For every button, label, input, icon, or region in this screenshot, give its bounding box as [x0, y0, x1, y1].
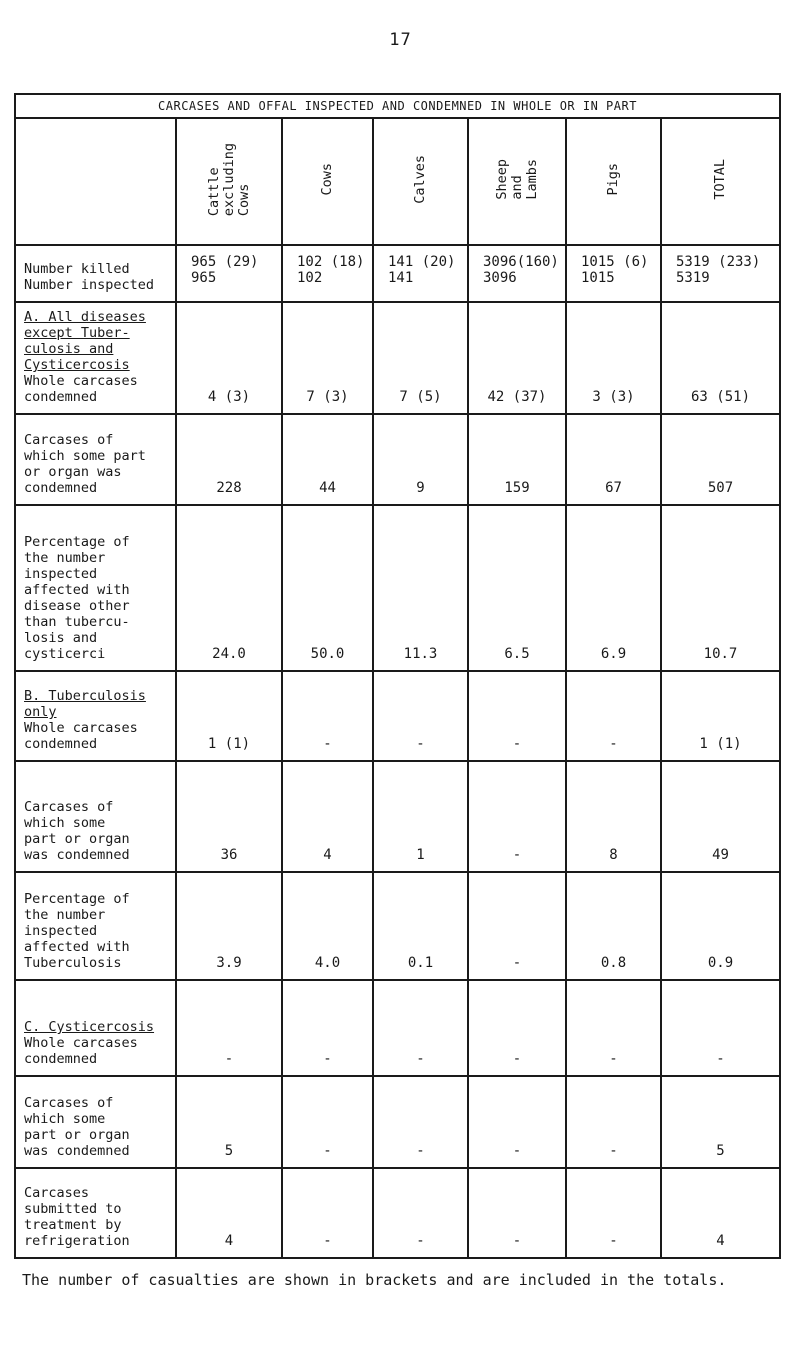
row-label-line: condemned	[24, 480, 98, 496]
column-header-label: Sheep and Lambs	[493, 159, 540, 200]
cell-value: 5319 (233)	[676, 253, 761, 270]
table-row	[15, 505, 780, 671]
table-cell	[373, 245, 468, 302]
cell-value: 50.0	[310, 646, 345, 662]
cell-value: 0.1	[407, 955, 434, 971]
cell-value: -	[416, 1233, 425, 1249]
table-row	[15, 1076, 780, 1168]
table-cell	[282, 1076, 373, 1168]
table-cell	[373, 505, 468, 671]
row-label-line: A. All diseases	[24, 309, 146, 325]
table-cell	[373, 302, 468, 414]
row-label-line: C. Cysticercosis	[24, 1019, 155, 1035]
cell-value: 7 (3)	[306, 389, 349, 405]
row-label-line: Whole carcases	[24, 1035, 138, 1051]
table-row	[15, 302, 780, 414]
table-cell	[661, 1168, 780, 1258]
row-label-line: affected with	[24, 939, 130, 955]
cell-value: 5319	[676, 269, 710, 286]
table-cell	[176, 872, 282, 980]
cell-value: -	[416, 1143, 425, 1159]
column-header	[468, 118, 566, 245]
row-label-line: was condemned	[24, 1143, 130, 1159]
row-label-line: refrigeration	[24, 1233, 130, 1249]
table-cell	[373, 872, 468, 980]
row-label-line: part or organ	[24, 831, 130, 847]
header-empty-cell	[15, 118, 176, 245]
table-cell	[176, 414, 282, 505]
column-header	[566, 118, 661, 245]
cell-value: -	[609, 1233, 618, 1249]
cell-value: -	[323, 1233, 332, 1249]
table-cell	[566, 980, 661, 1076]
cell-value: 5	[224, 1143, 234, 1159]
table-cell	[282, 505, 373, 671]
cell-value: 24.0	[212, 646, 246, 662]
table-cell	[468, 245, 566, 302]
table-cell	[468, 671, 566, 761]
table-cell	[661, 671, 780, 761]
row-label-line: culosis and	[24, 341, 114, 357]
table-cell	[566, 872, 661, 980]
table-cell	[282, 302, 373, 414]
table-cell	[661, 980, 780, 1076]
cell-value: 228	[216, 480, 242, 496]
footnote: The number of casualties are shown in brackets and are included in the totals.	[22, 1271, 727, 1289]
cell-value: 8	[609, 847, 618, 863]
table-cell	[468, 302, 566, 414]
cell-value: -	[512, 1233, 522, 1249]
cell-value: 507	[707, 480, 734, 496]
row-label	[15, 872, 176, 980]
row-label-line: which some part	[24, 448, 146, 464]
table-cell	[661, 1076, 780, 1168]
column-header-label: TOTAL	[712, 159, 728, 200]
carcases-table	[14, 93, 781, 1259]
row-label-line: disease other	[24, 598, 130, 614]
cell-value: 0.8	[600, 955, 627, 971]
table-cell	[566, 245, 661, 302]
table-title: CARCASES AND OFFAL INSPECTED AND CONDEMNED IN WHOLE OR IN PART	[15, 94, 780, 118]
cell-value: -	[416, 1051, 425, 1067]
table-cell	[176, 302, 282, 414]
cell-value: 6.9	[600, 646, 627, 662]
row-label-line: was condemned	[24, 847, 130, 863]
page-number: 17	[389, 30, 412, 50]
cell-value: 3.9	[216, 955, 242, 971]
row-label-line: Tuberculosis	[24, 955, 122, 971]
cell-value: 4	[716, 1233, 725, 1249]
table-cell	[176, 1076, 282, 1168]
table-cell	[176, 245, 282, 302]
cell-value: -	[609, 736, 618, 752]
row-label-line: losis and	[24, 630, 98, 646]
table-cell	[282, 872, 373, 980]
table-cell	[468, 761, 566, 872]
table-cell	[373, 414, 468, 505]
row-label-line: inspected	[24, 566, 98, 582]
table-cell	[282, 414, 373, 505]
cell-value: 1015 (6)	[581, 253, 649, 270]
cell-value: 141	[388, 269, 414, 286]
table-cell	[373, 1076, 468, 1168]
table-row	[15, 980, 780, 1076]
table-row	[15, 245, 780, 302]
cell-value: -	[512, 955, 522, 971]
row-label-line: Whole carcases	[24, 373, 138, 389]
cell-value: 102	[297, 269, 323, 286]
cell-value: 49	[712, 847, 729, 863]
table-row	[15, 1168, 780, 1258]
table-cell	[373, 1168, 468, 1258]
column-header-label: Calves	[412, 155, 428, 204]
column-header	[373, 118, 468, 245]
row-label-line: inspected	[24, 923, 98, 939]
row-label-line: cysticerci	[24, 646, 106, 662]
row-label-line: or organ was	[24, 464, 122, 480]
cell-value: 7 (5)	[399, 389, 442, 405]
row-label-line: condemned	[24, 736, 98, 752]
table-row	[15, 671, 780, 761]
cell-value: 4.0	[314, 955, 341, 971]
cell-value: -	[323, 1051, 332, 1067]
column-header	[282, 118, 373, 245]
cell-value: 3096	[483, 269, 517, 286]
cell-value: 9	[416, 480, 425, 496]
cell-value: -	[512, 736, 522, 752]
table-cell	[566, 1168, 661, 1258]
column-header	[661, 118, 780, 245]
cell-value: 102 (18)	[297, 253, 365, 270]
row-label	[15, 980, 176, 1076]
cell-value: 42 (37)	[487, 389, 547, 405]
row-label-line: only	[24, 704, 57, 720]
cell-value: 1 (1)	[207, 736, 251, 752]
row-label-line: Number killed	[24, 261, 130, 277]
cell-value: 11.3	[403, 646, 438, 662]
row-label-line: than tubercu-	[24, 614, 130, 630]
table-row	[15, 761, 780, 872]
cell-value: 141 (20)	[388, 253, 456, 270]
table-row	[15, 414, 780, 505]
table-cell	[282, 245, 373, 302]
table-cell	[468, 1168, 566, 1258]
table-row	[15, 872, 780, 980]
cell-value: 63 (51)	[691, 389, 751, 405]
row-label-line: which some	[24, 815, 106, 831]
row-label	[15, 302, 176, 414]
cell-value: 159	[504, 480, 530, 496]
row-label-line: B. Tuberculosis	[24, 688, 146, 704]
row-label	[15, 414, 176, 505]
table-cell	[373, 761, 468, 872]
table-cell	[176, 1168, 282, 1258]
row-label	[15, 245, 176, 302]
row-label-line: affected with	[24, 582, 130, 598]
cell-value: -	[609, 1143, 618, 1159]
table-cell	[661, 761, 780, 872]
cell-value: 1	[416, 847, 425, 863]
table-cell	[373, 980, 468, 1076]
row-label-line: the number	[24, 907, 106, 923]
cell-value: -	[609, 1051, 618, 1067]
cell-value: 4 (3)	[207, 389, 251, 405]
table-cell	[282, 761, 373, 872]
cell-value: -	[512, 1051, 522, 1067]
cell-value: 5	[716, 1143, 725, 1159]
table-cell	[566, 302, 661, 414]
row-label	[15, 1168, 176, 1258]
table-cell	[468, 872, 566, 980]
table-cell	[282, 671, 373, 761]
table-cell	[661, 505, 780, 671]
table-cell	[176, 980, 282, 1076]
row-label	[15, 505, 176, 671]
row-label	[15, 761, 176, 872]
row-label-line: condemned	[24, 389, 98, 405]
table-cell	[468, 980, 566, 1076]
column-header	[176, 118, 282, 245]
table-cell	[468, 1076, 566, 1168]
row-label-line: Carcases of	[24, 1095, 114, 1111]
table-cell	[661, 414, 780, 505]
cell-value: -	[716, 1051, 725, 1067]
cell-value: 965	[191, 269, 217, 286]
table-cell	[468, 505, 566, 671]
table-cell	[661, 872, 780, 980]
cell-value: 4	[224, 1233, 234, 1249]
cell-value: -	[323, 1143, 332, 1159]
row-label-line: Whole carcases	[24, 720, 138, 736]
row-label	[15, 671, 176, 761]
cell-value: 44	[319, 480, 336, 496]
row-label-line: condemned	[24, 1051, 98, 1067]
cell-value: 4	[323, 847, 332, 863]
table-cell	[661, 245, 780, 302]
row-label-line: the number	[24, 550, 106, 566]
row-label-line: part or organ	[24, 1127, 130, 1143]
table-cell	[282, 1168, 373, 1258]
table-cell	[661, 302, 780, 414]
cell-value: -	[512, 1143, 522, 1159]
row-label-line: except Tuber-	[24, 325, 130, 341]
cell-value: 6.5	[504, 646, 530, 662]
row-label-line: treatment by	[24, 1217, 122, 1233]
table-cell	[176, 671, 282, 761]
row-label	[15, 1076, 176, 1168]
column-header-label: Cows	[319, 163, 335, 196]
table-body	[15, 245, 780, 1258]
cell-value: -	[224, 1051, 234, 1067]
cell-value: 3 (3)	[592, 389, 635, 405]
cell-value: 1 (1)	[699, 736, 742, 752]
cell-value: 36	[220, 847, 238, 863]
row-label-line: Percentage of	[24, 534, 130, 550]
table-cell	[176, 505, 282, 671]
table-cell	[566, 1076, 661, 1168]
row-label-line: Number inspected	[24, 277, 155, 293]
table-cell	[566, 671, 661, 761]
column-header-label: Pigs	[605, 163, 621, 196]
table-cell	[468, 414, 566, 505]
table-cell	[176, 761, 282, 872]
row-label-line: Cysticercosis	[24, 357, 130, 373]
cell-value: 67	[605, 480, 622, 496]
table-cell	[282, 980, 373, 1076]
column-header-label: Cattle excluding Cows	[205, 142, 252, 217]
cell-value: 965 (29)	[191, 253, 259, 270]
cell-value: 0.9	[707, 955, 734, 971]
cell-value: 3096(160)	[483, 253, 559, 270]
row-label-line: submitted to	[24, 1201, 122, 1217]
table-cell	[566, 505, 661, 671]
column-header-row	[15, 118, 780, 245]
table-cell	[566, 761, 661, 872]
row-label-line: Percentage of	[24, 891, 130, 907]
cell-value: -	[323, 736, 332, 752]
row-label-line: Carcases of	[24, 432, 114, 448]
table-cell	[566, 414, 661, 505]
table-cell	[373, 671, 468, 761]
cell-value: 10.7	[703, 646, 738, 662]
cell-value: -	[416, 736, 425, 752]
row-label-line: Carcases	[24, 1185, 90, 1201]
cell-value: -	[512, 847, 522, 863]
row-label-line: which some	[24, 1111, 106, 1127]
row-label-line: Carcases of	[24, 799, 114, 815]
cell-value: 1015	[581, 269, 615, 286]
